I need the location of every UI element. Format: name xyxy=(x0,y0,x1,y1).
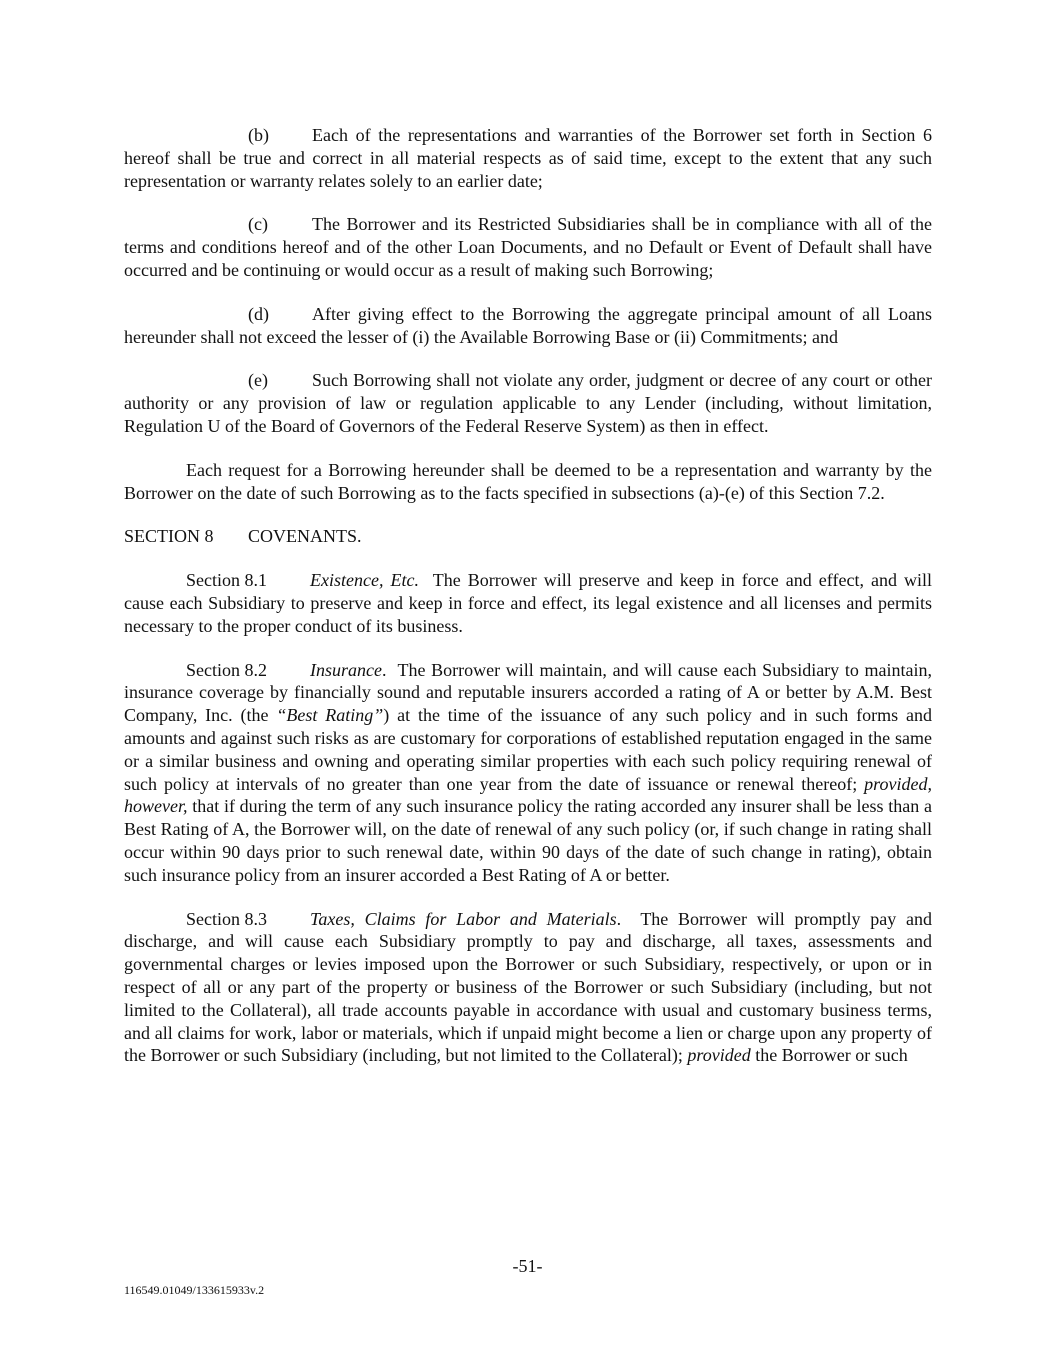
section-heading xyxy=(124,525,932,548)
section-8-1 xyxy=(124,569,932,637)
closing-paragraph: Each request for a Borrowing hereunder shall be deemed to be a representation and warranty by the Borrower on the date of such Borrowing as to the facts specified in subsections (a)-(e) of this Section 7.2. xyxy=(124,459,932,503)
clause-label: (c) xyxy=(248,214,268,235)
section-label: Section 8.3 xyxy=(186,908,267,929)
clause-c xyxy=(124,213,932,281)
section-title: Insurance xyxy=(310,659,382,680)
section-label: Section 8.1 xyxy=(186,570,267,591)
clause-text: The Borrower and its Restricted Subsidiaries shall be in compliance with all of the terms and conditions hereof and of the other Loan Documents, and no Default or Event of Default shall have occurred and be continuing or would occur as a result of making such Borrowing; xyxy=(124,214,932,280)
section-text: that if during the term of any such insurance policy the rating accorded any insurer shall be less than a Best Rating of A, the Borrower will, on the date of renewal of any such policy (or, if such change in rating shall occur within 90 days prior to such renewal date, within 90 days of the date of such change in rating), obtain such insurance policy from an insurer accorded a Best Rating of A or better. xyxy=(124,796,932,885)
clause-text: After giving effect to the Borrowing the aggregate principal amount of all Loans hereunder shall not exceed the lesser of (i) the Available Borrowing Base or (ii) Commitments; and xyxy=(124,303,932,347)
document-id: 116549.01049/133615933v.2 xyxy=(124,1283,265,1297)
section-text: The Borrower will preserve and keep in force and effect, and will cause each Subsidiary to preserve and keep in force and effect, its legal existence and all licenses and permits necessary to the proper conduct of its business. xyxy=(124,570,932,636)
clause-b xyxy=(124,124,932,192)
clause-label: (b) xyxy=(248,125,269,145)
section-text: The Borrower will promptly pay and discharge, and will cause each Subsidiary promptly to pay and discharge, all taxes, assessments and governmental charges or levies imposed upon the Borrower or such Subsidiary, respectively, or upon or in respect of all or any part of the property or business of the Borrower or such Subsidiary (including, but not limited to the Collateral), all trade accounts payable in accordance with usual and customary business terms, and all claims for work, labor or materials, which if unpaid might become a lien or charge upon any property of the Borrower or such Subsidiary (including, but not limited to the Collateral); xyxy=(124,908,932,1066)
section-8-3: Section 8.3 Taxes, Claims for Labor and Materials. The Borrower will promptly pay and discharge, and will cause each Subsidiary promptly to pay and discharge, all taxes, assessments and governmental charges or levies imposed upon the Borrower or such Subsidiary, respectively, or upon or in respect of all or any part of the property or business of the Borrower or such Subsidiary (including, but not limited to the Collateral), all trade accounts payable in accordance with usual and customary business terms, and all claims for work, labor or materials, which if unpaid might become a lien or charge upon any property of the Borrower or such Subsidiary (including, but not limited to the Collateral); provided the Borrower or such xyxy=(124,908,932,1066)
clause-label: (d) xyxy=(248,303,269,324)
section-text: the Borrower or such xyxy=(750,1045,908,1066)
defined-term: “Best Rating” xyxy=(276,705,384,726)
page-number: -51- xyxy=(512,1256,543,1276)
section-title: COVENANTS. xyxy=(248,526,362,547)
document-page xyxy=(124,124,932,1088)
proviso: provided xyxy=(687,1045,751,1066)
section-8-2: Section 8.2 Insurance. The Borrower will maintain, and will cause each Subsidiary to maintain, insurance coverage by financially sound and reputable insurers accorded a rating of A or better by A.M. Best Company, Inc. (the “Best Rating”) at the time of the issuance of any such policy and in such forms and amounts and against such risks as are customary for corporations of established reputation engaged in the same or a similar business and owning and operating similar properties with each such policy requiring renewal of such policy at intervals of no greater than one year from the date of issuance or renewal thereof; provided, however, that if during the term of any such insurance policy the rating accorded any insurer shall be less than a Best Rating of A, the Borrower will, on the date of renewal of any such policy (or, if such change in rating shall occur within 90 days prior to such renewal date, within 90 days of the date of such change in rating), obtain such insurance policy from an insurer accorded a Best Rating of A or better. xyxy=(124,659,932,885)
clause-text: Each of the representations and warranties of the Borrower set forth in Section 6 hereof shall be true and correct in all material respects as of said time, except to the extent that any such representation or warranty relates solely to an earlier date; xyxy=(124,125,932,191)
proviso: provided, however, xyxy=(124,773,932,817)
clause-e xyxy=(124,369,932,437)
section-number: SECTION 8 xyxy=(124,526,214,547)
section-text xyxy=(419,570,433,590)
section-text: The Borrower will maintain, and will cause each Subsidiary to maintain, insurance coverage by financially sound and reputable insurers accorded a rating of A or better by A.M. Best Company, Inc. (the xyxy=(124,659,932,726)
section-title: Existence, Etc. xyxy=(310,570,419,591)
clause-label: (e) xyxy=(248,370,268,391)
section-title: Taxes, Claims for Labor and Materials xyxy=(310,908,617,929)
clause-d xyxy=(124,303,932,349)
clause-text: Such Borrowing shall not violate any order, judgment or decree of any court or other authority or any provision of law or regulation applicable to any Lender (including, without limitation, Regulation U of the Board of Governors of the Federal Reserve System) as then in effect. xyxy=(124,370,932,436)
section-text: ) at the time of the issuance of any such policy and in such forms and amounts and against such risks as are customary for corporations of established reputation engaged in the same or a similar business and owning and operating similar properties with each such policy requiring renewal of such policy at intervals of no greater than one year from the date of issuance or renewal thereof; xyxy=(124,705,932,794)
section-label: Section 8.2 xyxy=(186,659,267,680)
